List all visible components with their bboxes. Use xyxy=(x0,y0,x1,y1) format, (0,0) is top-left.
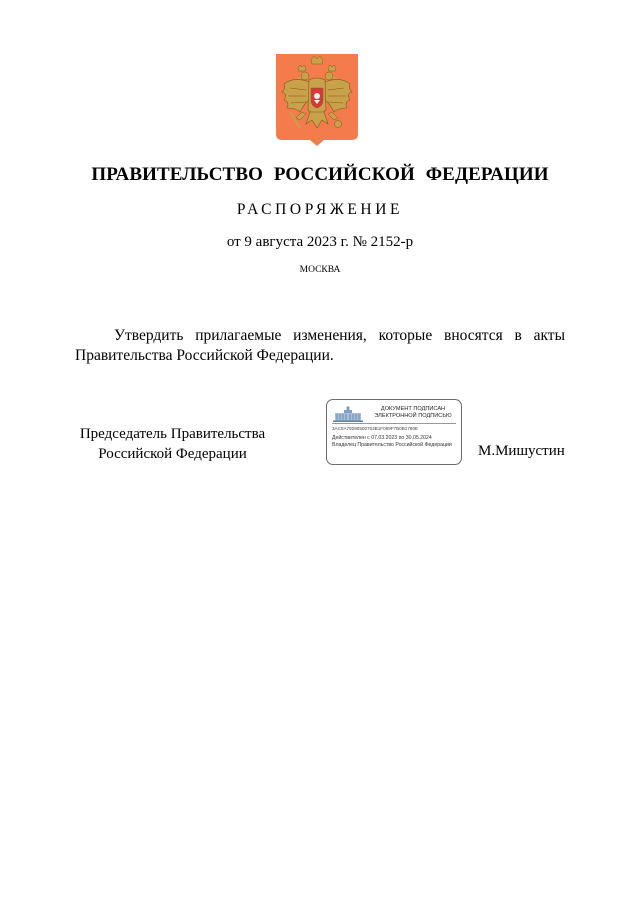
order-text xyxy=(75,326,565,366)
stamp-heading xyxy=(365,406,461,420)
stamp-heading-line-1: ДОКУМЕНТ ПОДПИСАН xyxy=(380,406,446,412)
document-date-number: от 9 августа 2023 г. № 2152-р xyxy=(226,234,414,250)
signer-position xyxy=(75,424,270,464)
signer-position-line-2: Российской Федерации xyxy=(98,446,247,462)
signer-name: М.Мишустин xyxy=(478,443,565,459)
stamp-heading-line-2: ЭЛЕКТРОННОЙ ПОДПИСЬЮ xyxy=(374,413,452,419)
stamp-certificate-number: 3AC0A79290500763B1F069F7B0B1780E xyxy=(332,426,419,431)
order-text-line-1: Утвердить прилагаемые изменения, которые вносятся в акты xyxy=(114,327,565,344)
document-city: МОСКВА xyxy=(299,265,341,275)
stamp-owner: Владелец Правительство Российской Федерации xyxy=(332,442,452,448)
stamp-validity: Действителен с 07.03.2023 по 30.05.2024 xyxy=(332,435,432,441)
document-type: РАСПОРЯЖЕНИЕ xyxy=(236,201,404,218)
stamp-divider xyxy=(332,423,456,424)
government-title: ПРАВИТЕЛЬСТВО РОССИЙСКОЙ ФЕДЕРАЦИИ xyxy=(91,164,549,185)
coat-of-arms-icon xyxy=(276,54,358,146)
order-text-line-2: Правительства Российской Федерации. xyxy=(75,347,334,364)
government-building-icon xyxy=(333,406,363,422)
signer-position-line-1: Председатель Правительства xyxy=(79,426,266,442)
electronic-signature-stamp xyxy=(326,399,462,465)
